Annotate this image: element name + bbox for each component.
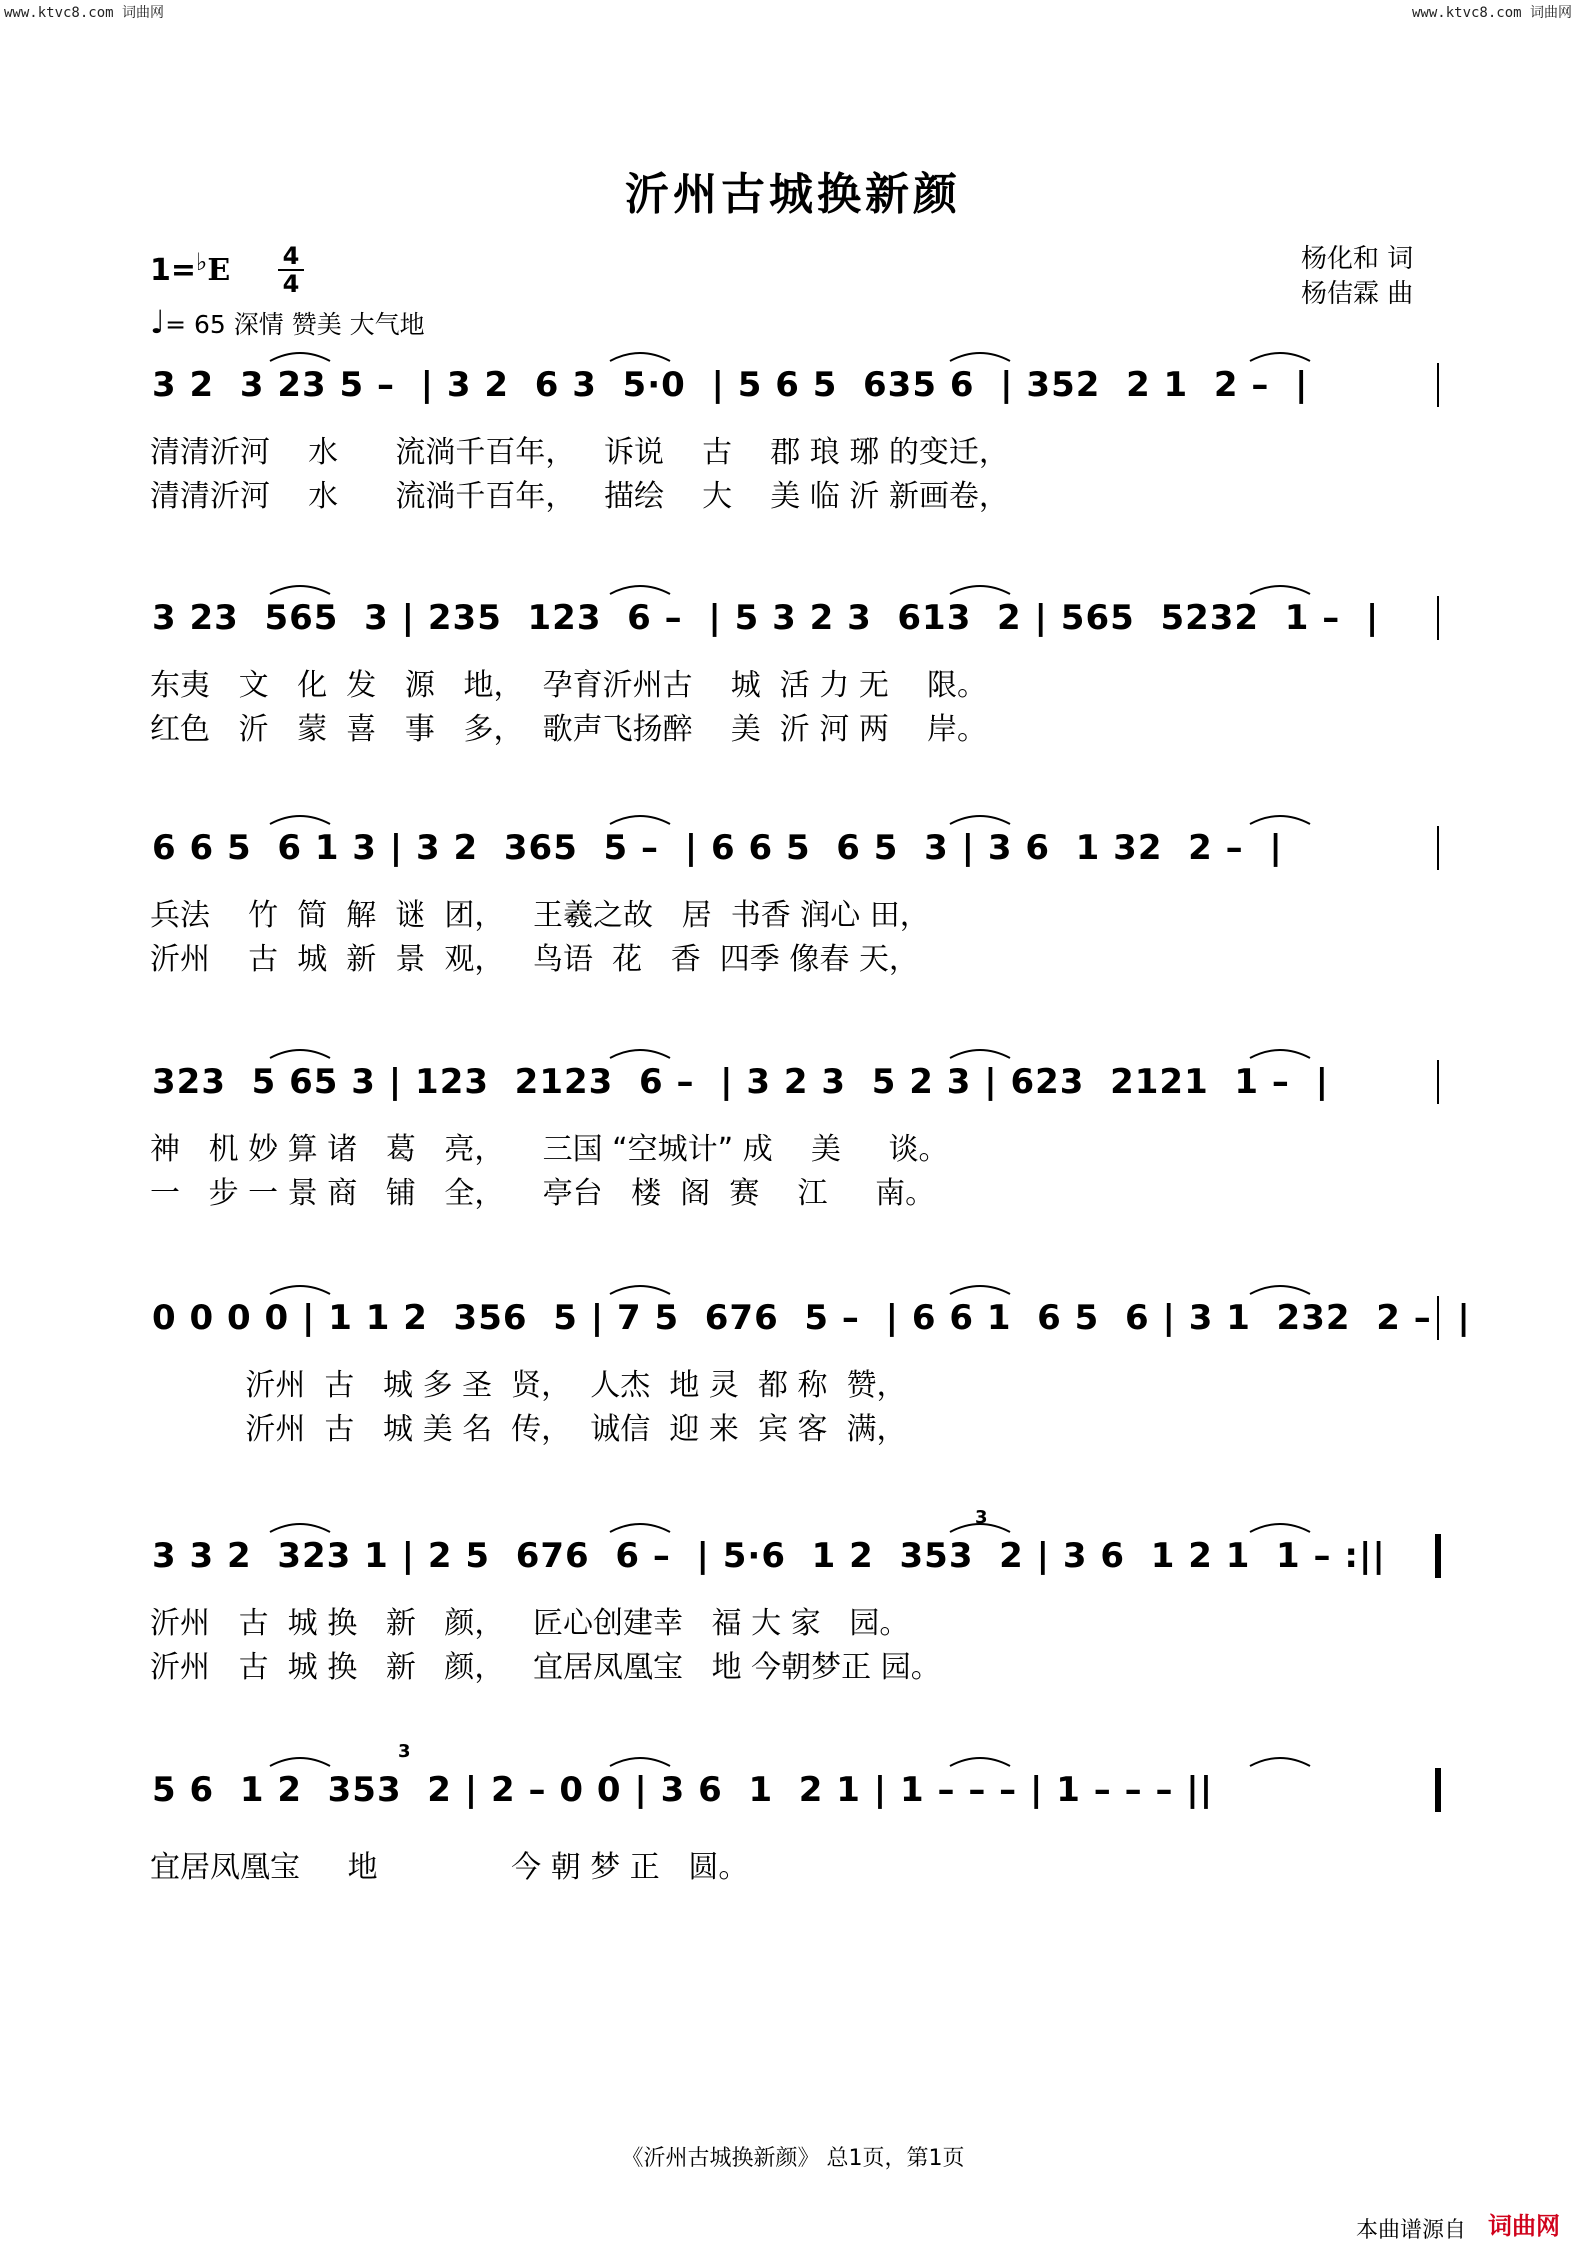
lyric-line: 一 步 一 景 商 铺 全， 亭台 楼 阁 赛 江 南。 (150, 1176, 936, 1211)
slur (610, 586, 670, 594)
slur (270, 1286, 330, 1294)
notation-line: 3 3 2 323 1 | 2 5 676 6 – | 5·6 1 2 353 2 | 3 6 1 2 1 1 – :|| (152, 1536, 1386, 1576)
source-note: 本曲谱源自 (1356, 2218, 1467, 2243)
lyric-line: 沂州 古 城 换 新 颜， 宜居凤凰宝 地 今朝梦正 园。 (150, 1650, 941, 1685)
slur (610, 1286, 670, 1294)
slur (270, 1758, 330, 1766)
key-one-equals: 1= (150, 253, 197, 288)
slur (610, 816, 670, 824)
slur (1250, 353, 1310, 361)
tempo-expression: 深情 赞美 大气地 (233, 310, 425, 339)
slur (270, 1050, 330, 1058)
key-letter: E (207, 253, 231, 288)
flat-icon: ♭ (196, 248, 208, 276)
quarter-note-icon: ♩ (150, 303, 166, 341)
page-footer: 《沂州古城换新颜》 总1页，第1页 (621, 2146, 965, 2171)
lyric-line: 神 机 妙 算 诸 葛 亮， 三国 “空城计” 成 美 谈。 (150, 1132, 949, 1167)
notation-line: 6 6 5 6 1 3 | 3 2 365 5 – | 6 6 5 6 5 3 | 3 6 1 32 2 – | (152, 828, 1283, 868)
slur (1250, 586, 1310, 594)
lyric-line: 沂州 古 城 新 景 观， 鸟语 花 香 四季 像春 天， (150, 942, 919, 977)
notation-line: 5 6 1 2 353 2 | 2 – 0 0 | 3 6 1 2 1 | 1 – – – | 1 – – – || (152, 1770, 1214, 1810)
lyric-line: 宜居凤凰宝 地 今 朝 梦 正 圆。 (150, 1850, 749, 1885)
lyric-line: 沂州 古 城 换 新 颜， 匠心创建幸 福 大 家 园。 (150, 1606, 910, 1641)
slur (950, 1286, 1010, 1294)
slur (270, 586, 330, 594)
slur (610, 1524, 670, 1532)
slur (1250, 816, 1310, 824)
lyric-line: 清清沂河 水 流淌千百年， 描绘 大 美 临 沂 新画卷， (150, 479, 1009, 514)
slur (270, 353, 330, 361)
notation-line: 3 23 565 3 | 235 123 6 – | 5 3 2 3 613 2 | 565 5232 1 – | (152, 598, 1380, 638)
triplet-mark: 3 (398, 1741, 411, 1762)
slur (610, 353, 670, 361)
slur (610, 1758, 670, 1766)
lyric-line: 清清沂河 水 流淌千百年， 诉说 古 郡 琅 琊 的变迁， (150, 435, 1009, 470)
notation-line: 323 5 65 3 | 123 2123 6 – | 3 2 3 5 2 3 | 623 2121 1 – | (152, 1062, 1330, 1102)
triplet-mark: 3 (975, 1507, 988, 1528)
slur (270, 816, 330, 824)
slur (950, 816, 1010, 824)
lyric-line: 东夷 文 化 发 源 地， 孕育沂州古 城 活 力 无 限。 (150, 668, 988, 703)
tempo-value: = 65 (165, 310, 226, 339)
composer-credit: 杨佶霖 曲 (1301, 279, 1414, 309)
lyric-line: 兵法 竹 简 解 谜 团， 王羲之故 居 书香 润心 田， (150, 898, 930, 933)
slur (610, 1050, 670, 1058)
time-bottom: 4 (282, 270, 300, 298)
lyric-line: 沂州 古 城 美 名 传， 诚信 迎 来 宾 客 满， (150, 1412, 907, 1447)
slur (1250, 1050, 1310, 1058)
slur (950, 353, 1010, 361)
time-top: 4 (282, 242, 300, 270)
slur (950, 1050, 1010, 1058)
slur (950, 586, 1010, 594)
slur (1250, 1758, 1310, 1766)
brand-logo[interactable]: 词曲网 (1488, 2212, 1560, 2240)
notation-line: 3 2 3 23 5 – | 3 2 6 3 5·0 | 5 6 5 635 6 | 352 2 1 2 – | (152, 365, 1309, 405)
lyric-line: 红色 沂 蒙 喜 事 多， 歌声飞扬醉 美 沂 河 两 岸。 (150, 712, 988, 747)
slur (1250, 1524, 1310, 1532)
slur (270, 1524, 330, 1532)
lyric-line: 沂州 古 城 多 圣 贤， 人杰 地 灵 都 称 赞， (150, 1368, 907, 1403)
song-title: 沂州古城换新颜 (625, 169, 961, 220)
notation-line: 0 0 0 0 | 1 1 2 356 5 | 7 5 676 5 – | 6 6 1 6 5 6 | 3 1 232 2 – | (152, 1298, 1471, 1338)
header-url-left[interactable]: www.ktvc8.com 词曲网 (4, 5, 165, 21)
slur (1250, 1286, 1310, 1294)
slur (950, 1758, 1010, 1766)
lyricist-credit: 杨化和 词 (1301, 244, 1414, 274)
header-url-right[interactable]: www.ktvc8.com 词曲网 (1412, 5, 1573, 21)
